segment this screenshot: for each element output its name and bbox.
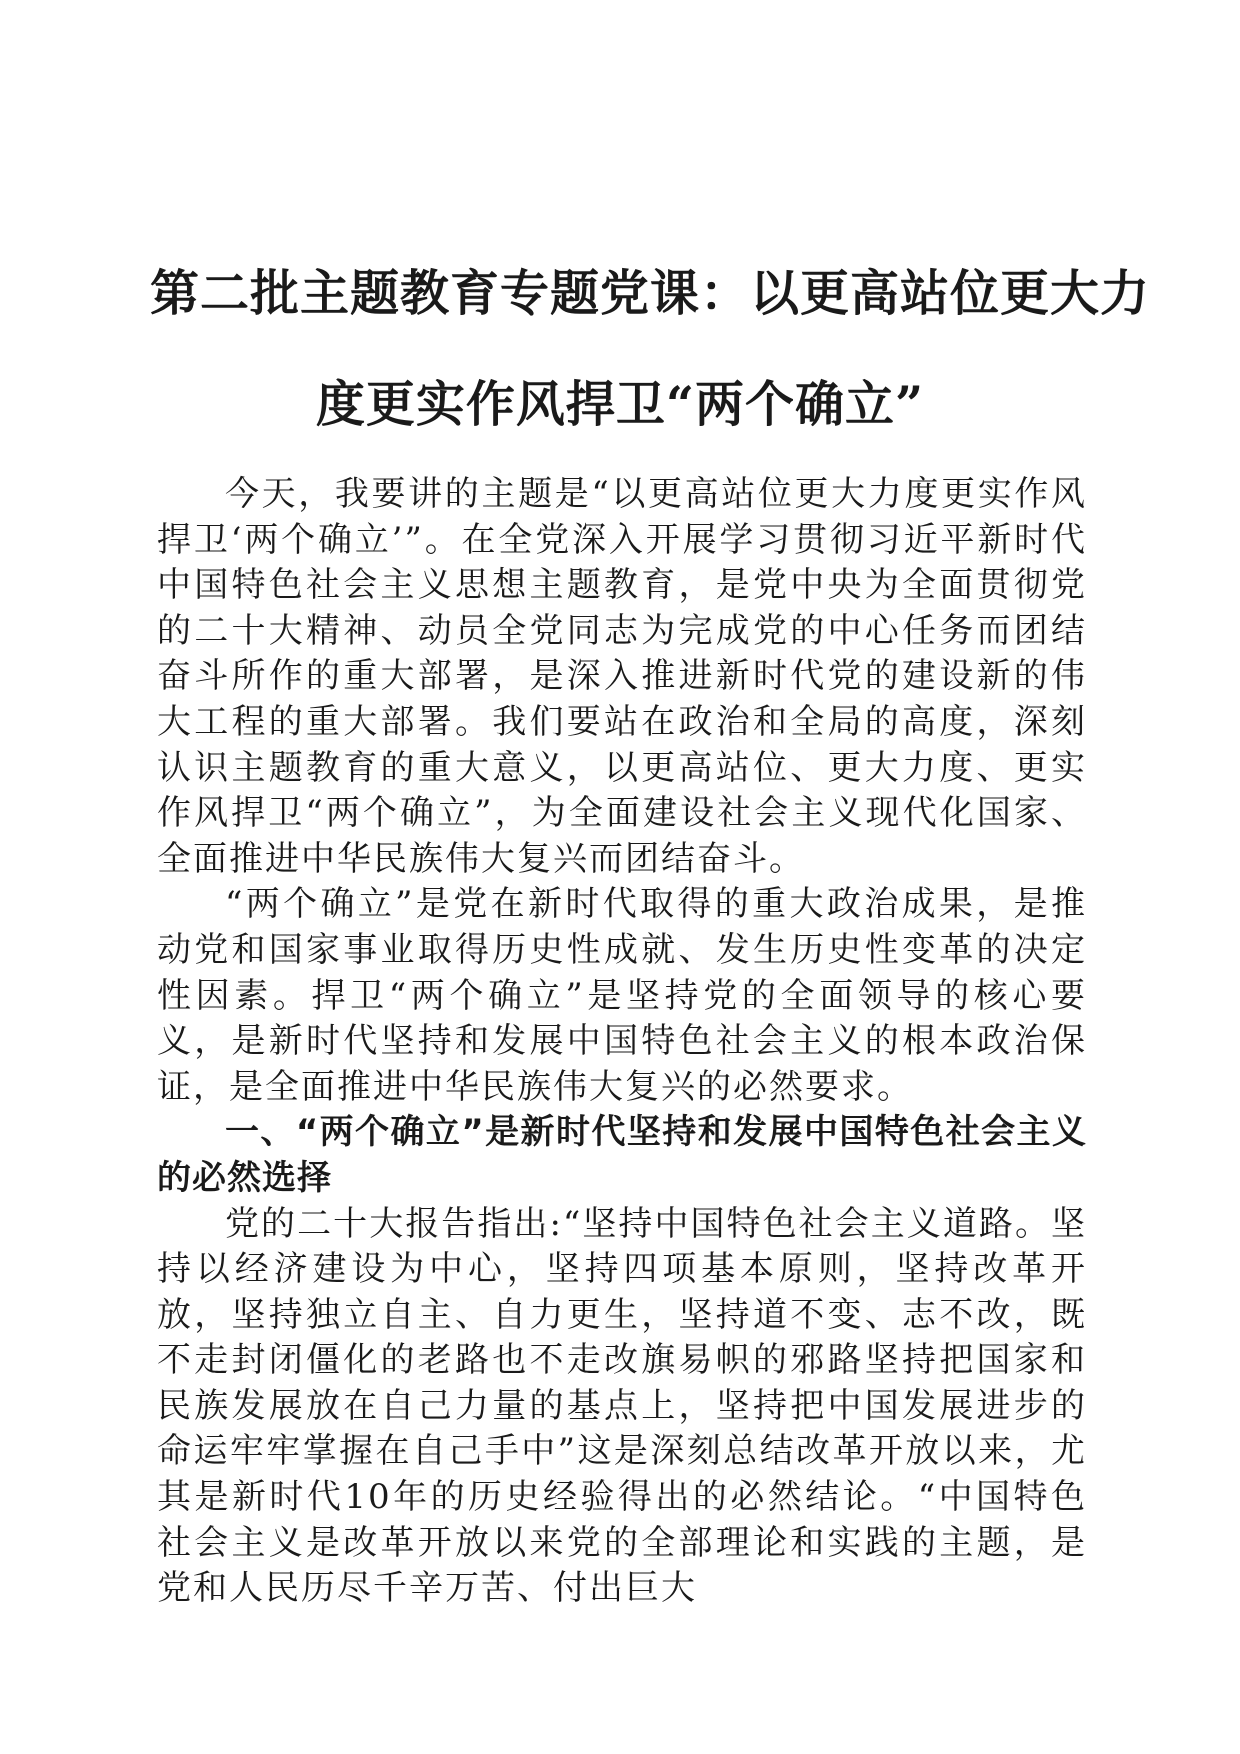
intro-paragraph: 今天，我要讲的主题是“以更高站位更大力度更实作风捍卫‘两个确立’”。在全党深入开展学习贯彻习近平新时代中国特色社会主义思想主题教育，是党中央为全面贯彻党的二十大精神、动员全党同志为完成党的中心任务而团结奋斗所作的重大部署，是深入推进新时代党的建设新的伟大工程的重大部署。我们要站在政治和全局的高度，深刻认识主题教育的重大意义，以更高站位、更大力度、更实作风捍卫“两个确立”，为全面建设社会主义现代化国家、全面推进中华民族伟大复兴而团结奋斗。 bbox=[157, 474, 1087, 879]
title-line-1: 第二批主题教育专题党课：以更高站位更大力 bbox=[150, 264, 1151, 322]
section-heading: 一、“两个确立”是新时代坚持和发展中国特色社会主义的必然选择 bbox=[157, 1112, 1087, 1198]
document-body bbox=[157, 472, 1087, 1612]
section-paragraph: 党的二十大报告指出:“坚持中国特色社会主义道路。坚持以经济建设为中心，坚持四项基本原则，坚持改革开放，坚持独立自主、自力更生，坚持道不变、志不改，既不走封闭僵化的老路也不走改旗易帜的邪路坚持把国家和民族发展放在自己力量的基点上，坚持把中国发展进步的命运牢牢掌握在自己手中”这是深刻总结改革开放以来，尤其是新时代10年的历史经验得出的必然结论。“中国特色社会主义是改革开放以来党的全部理论和实践的主题，是党和人民历尽千辛万苦、付出巨大 bbox=[157, 1203, 1087, 1609]
significance-paragraph: “两个确立”是党在新时代取得的重大政治成果，是推动党和国家事业取得历史性成就、发生历史性变革的决定性因素。捍卫“两个确立”是坚持党的全面领导的核心要义，是新时代坚持和发展中国特色社会主义的根本政治保证，是全面推进中华民族伟大复兴的必然要求。 bbox=[157, 884, 1087, 1107]
title-line-2: 度更实作风捍卫“两个确立” bbox=[315, 375, 925, 433]
document-title bbox=[150, 238, 1151, 460]
